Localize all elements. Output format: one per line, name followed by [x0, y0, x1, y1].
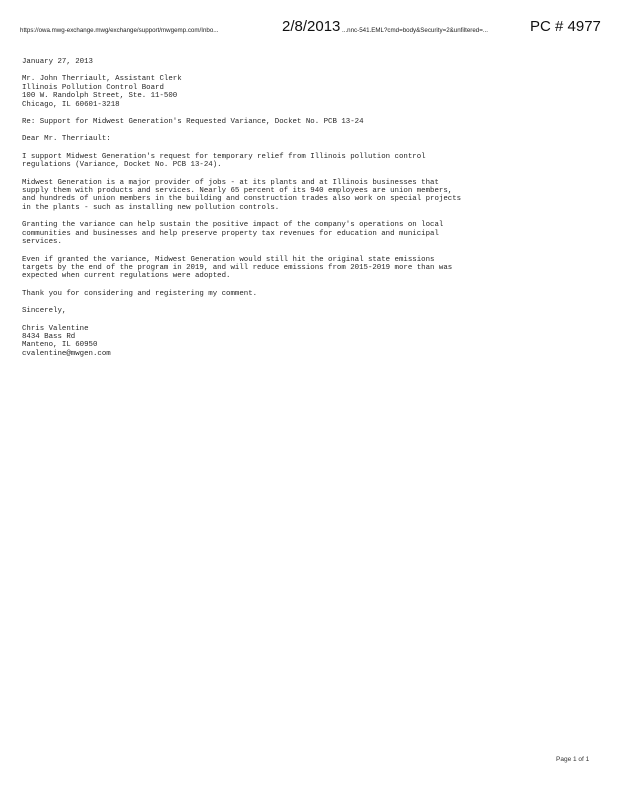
recipient-line: Mr. John Therriault, Assistant Clerk — [22, 75, 182, 84]
paragraph-line: services. — [22, 238, 62, 247]
paragraph — [22, 290, 602, 298]
paragraph-line: regulations (Variance, Docket No. PCB 13-24). — [22, 161, 222, 170]
sender-block — [22, 325, 602, 359]
sender-name: Chris Valentine — [22, 324, 89, 333]
recipient-line: Chicago, IL 60601-3218 — [22, 100, 120, 109]
paragraph — [22, 179, 602, 213]
paragraph-line: Thank you for considering and registering my comment. — [22, 289, 258, 298]
paragraph-line: targets by the end of the program in 2019, and will reduce emissions from 2015-2019 more than was — [22, 263, 453, 272]
page-number: Page 1 of 1 — [556, 756, 590, 763]
closing: Sincerely, — [22, 307, 67, 316]
subject-line: Re: Support for Midwest Generation's Requested Variance, Docket No. PCB 13-24 — [22, 118, 364, 127]
salutation: Dear Mr. Therriault: — [22, 135, 111, 144]
letter-body — [22, 58, 602, 358]
paragraph-line: communities and businesses and help preserve property tax revenues for education and municipal — [22, 229, 439, 238]
paragraph-line: in the plants - such as installing new pollution controls. — [22, 203, 280, 212]
print-header — [0, 16, 618, 42]
paragraph-line: Even if granted the variance, Midwest Generation would still hit the original state emissions — [22, 255, 435, 264]
paragraph-line: and hundreds of union members in the building and construction trades also work on special projects — [22, 195, 462, 204]
paragraph — [22, 221, 602, 246]
letter-date: January 27, 2013 — [22, 58, 93, 66]
recipient-line: 100 W. Randolph Street, Ste. 11-500 — [22, 92, 178, 101]
sender-email: cvalentine@mwgen.com — [22, 349, 111, 358]
header-url: https://owa.mwg-exchange.mwg/exchange/support/mwgemp.com/Inbo... — [20, 27, 219, 34]
paragraph — [22, 256, 602, 281]
paragraph-line: Granting the variance can help sustain the positive impact of the company's operations on local — [22, 221, 444, 230]
date-stamp: 2/8/2013 — [282, 18, 341, 35]
sender-city: Manteno, IL 60950 — [22, 341, 98, 350]
sender-street: 8434 Bass Rd — [22, 332, 76, 341]
pc-number-stamp: PC # 4977 — [530, 18, 601, 35]
header-url-tail: ...nnc-541.EML?cmd=body&Security=2&unfiltered=... — [342, 27, 489, 34]
paragraph-line: Midwest Generation is a major provider of jobs - at its plants and at Illinois businesses that — [22, 178, 439, 187]
paragraph-line: supply them with products and services. Nearly 65 percent of its 940 employees are union members, — [22, 187, 453, 196]
recipient-line: Illinois Pollution Control Board — [22, 83, 164, 92]
paragraph — [22, 153, 602, 170]
paragraph-line: expected when current regulations were adopted. — [22, 272, 231, 281]
recipient-address — [22, 75, 602, 109]
paragraph-line: I support Midwest Generation's request for temporary relief from Illinois pollution control — [22, 152, 426, 161]
